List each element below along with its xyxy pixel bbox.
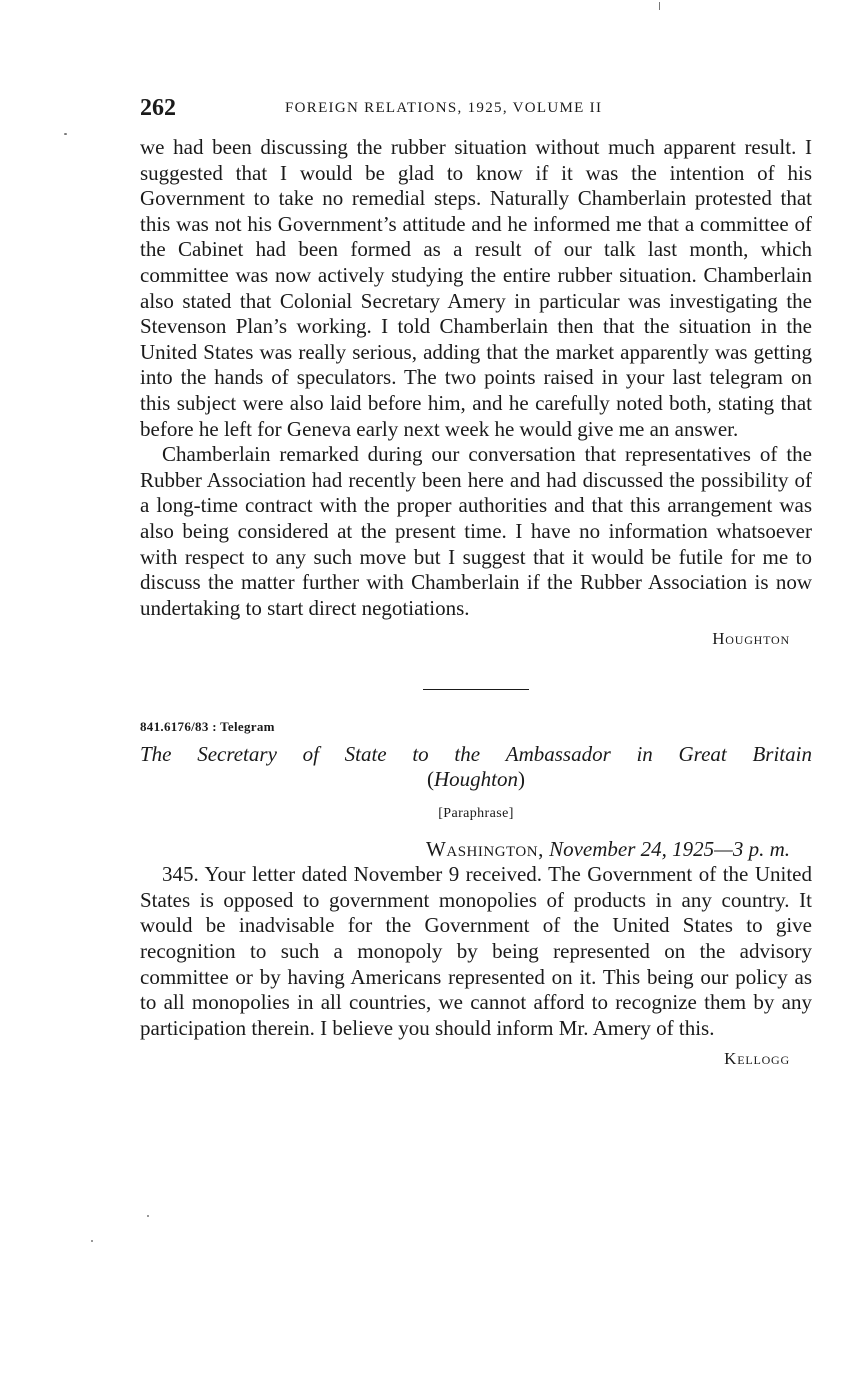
telegram-paragraph: 345. Your letter dated November 9 received. The Government of the United States is opposed to government monopolies of products in any country. It would be inadvisable for the Government of the United States to give recognition to such a monopoly by being represented on the advisory committee or by having Americans represented on it. This being our policy as to all monopolies in all countries, we cannot afford to recognize them by any participation therein. I believe you should inform Mr. Amery of this. — [140, 862, 812, 1040]
scan-speck — [659, 2, 660, 10]
title-word: Great — [678, 742, 727, 767]
document-title-line-2 — [140, 767, 812, 792]
body-paragraph-2: Chamberlain remarked during our conversation that representatives of the Rubber Association had recently been here and had discussed the possibility of a long-time contract with the proper authorities and that this arrangement was also being considered at the present time. I have no information whatsoever with respect to any such move but I suggest that it would be futile for me to discuss the matter further with Chamberlain if the Rubber Association is now undertaking to start direct negotiations. — [140, 442, 812, 620]
section-divider — [423, 689, 529, 690]
page-number: 262 — [140, 95, 176, 121]
scan-speck — [91, 1240, 93, 1242]
paraphrase-label: [Paraphrase] — [438, 806, 514, 822]
paren-close: ) — [518, 767, 525, 792]
dateline-date: November 24, 1925—3 p. m. — [549, 837, 790, 862]
body-paragraph-1: we had been discussing the rubber situation without much apparent result. I suggested that I would be glad to know if it was the intention of his Government to take no remedial steps. Naturally Chamberlain protested that this was not his Government’s attitude and he informed me that a committee of the Cabinet had been formed as a result of our talk last month, which committee was now actively studying the entire rubber situation. Chamberlain also stated that Colonial Secretary Amery in particular was investigating the Stevenson Plan’s working. I told Chamberlain then that the situation in the United States was really serious, adding that the market apparently was getting into the hands of speculators. The two points raised in your last telegram on this subject were also laid before him, and he carefully noted both, stating that before he left for Geneva early next week he would give me an answer. — [140, 135, 812, 441]
signature-houghton-text: Houghton — [712, 629, 790, 649]
title-word: to — [412, 742, 429, 767]
running-head-title: FOREIGN RELATIONS, 1925, VOLUME II — [285, 100, 603, 116]
document-page — [140, 94, 812, 1071]
title-word: in — [636, 742, 653, 767]
title-word: Britain — [752, 742, 812, 767]
title-word: the — [454, 742, 481, 767]
document-title-line-1 — [140, 742, 812, 767]
dateline — [140, 836, 812, 862]
paren-open: ( — [427, 767, 434, 792]
file-reference: 841.6176/83 : Telegram — [140, 719, 275, 735]
title-word: Secretary — [197, 742, 277, 767]
title-word: State — [344, 742, 387, 767]
signature-houghton — [140, 627, 812, 651]
title-word: Ambassador — [505, 742, 611, 767]
scan-speck — [147, 1215, 149, 1217]
recipient-name: Houghton — [434, 767, 518, 792]
dateline-place: Washington, — [426, 837, 544, 862]
signature-kellogg-text: Kellogg — [724, 1049, 790, 1069]
running-head — [140, 94, 812, 124]
scan-speck — [64, 133, 67, 135]
title-word: of — [302, 742, 319, 767]
document-title — [140, 742, 812, 792]
title-word: The — [140, 742, 172, 767]
signature-kellogg — [140, 1047, 812, 1071]
